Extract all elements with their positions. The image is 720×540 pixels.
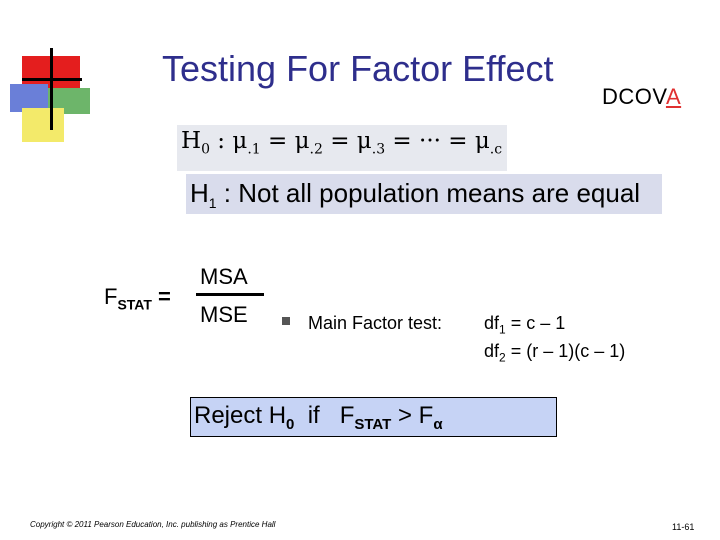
fraction-bar [196, 293, 264, 296]
dcova-tag [602, 84, 681, 110]
dcova-main: DCOV [602, 84, 666, 109]
fstat-numerator: MSA [200, 264, 248, 289]
slide-title: Testing For Factor Effect [162, 48, 554, 89]
logo-yellow-square [22, 108, 64, 142]
logo-horizontal-line [22, 78, 82, 81]
main-factor-test-label: Main Factor test: [308, 313, 443, 333]
df1-formula: $df_1 = c - 1$ [484, 313, 566, 337]
fstat-denominator: MSE [200, 302, 248, 327]
page-number: 11-61 [672, 522, 695, 532]
reject-rule: Reject $H_0$ if $F_{STAT} > F_\alpha$ [194, 402, 443, 433]
df2-formula: $df_2 = (r - 1)(c - 1)$ [484, 341, 626, 365]
alternative-hypothesis: $H_1$ : Not all population means are equal [190, 178, 641, 212]
bullet-marker [282, 317, 290, 325]
logo-vertical-line [50, 48, 53, 130]
fstat-label: $F_{STAT}$ = [104, 284, 171, 313]
null-hypothesis: $H_0$ : $\mu_{.1} = \mu_{.2} = \mu_{.3}$ = ··· = $\mu_{.c}$ [181, 128, 503, 158]
copyright-notice: Copyright © 2011 Pearson Education, Inc. publishing as Prentice Hall [30, 520, 276, 529]
dcova-last-letter: A [665, 84, 682, 109]
